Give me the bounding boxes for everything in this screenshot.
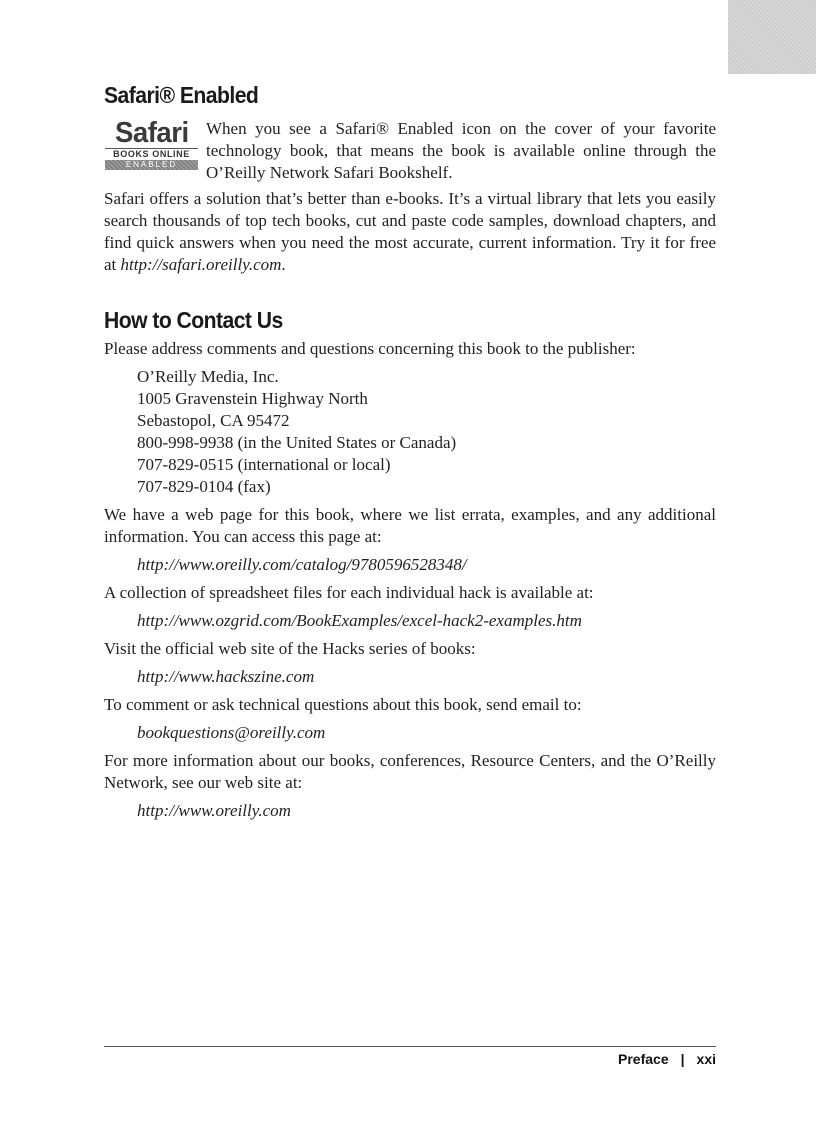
oreilly-link[interactable]: http://www.oreilly.com <box>137 801 291 820</box>
safari-body-end: . <box>281 255 286 274</box>
address-line: O’Reilly Media, Inc. <box>137 367 279 386</box>
safari-logo <box>104 118 199 178</box>
safari-logo-word: Safari <box>114 117 189 149</box>
web-page-link[interactable]: http://www.oreilly.com/catalog/9780596528348/ <box>137 555 467 574</box>
web-page-text: We have a web page for this book, where we list errata, examples, and any additional information. You can access this page at: <box>104 505 716 546</box>
address-line: 707-829-0104 (fax) <box>137 477 271 496</box>
email-link[interactable]: bookquestions@oreilly.com <box>137 723 326 742</box>
safari-logo-badge: ENABLED <box>105 160 198 170</box>
page-content <box>104 82 716 822</box>
contact-heading: How to Contact Us <box>104 307 283 333</box>
safari-body-text: Safari offers a solution that’s better than e-books. It’s a virtual library that lets you easily search thousands of top tech books, cut and paste code samples, download chapters, and find quick answers when you need the most accurate, current information. Try it for free at <box>104 189 716 274</box>
page-footer <box>618 1051 716 1067</box>
hacks-text: Visit the official web site of the Hacks series of books: <box>104 639 476 658</box>
safari-logo-subtitle: BOOKS ONLINE <box>105 148 198 160</box>
spreadsheet-text: A collection of spreadsheet files for each individual hack is available at: <box>104 583 594 602</box>
address-line: Sebastopol, CA 95472 <box>137 411 290 430</box>
page-edge-tab <box>728 0 816 74</box>
address-line: 800-998-9938 (in the United States or Canada) <box>137 433 457 452</box>
safari-intro-block <box>104 118 716 184</box>
footer-section-label: Preface <box>618 1051 669 1067</box>
address-line: 707-829-0515 (international or local) <box>137 455 391 474</box>
safari-heading: Safari® Enabled <box>104 82 259 108</box>
email-text: To comment or ask technical questions about this book, send email to: <box>104 695 582 714</box>
safari-body-paragraph <box>104 188 716 276</box>
footer-rule <box>104 1046 716 1047</box>
safari-intro-text: When you see a Safari® Enabled icon on the cover of your favorite technology book, that means the book is available online through the O’Reilly Network Safari Bookshelf. <box>206 119 716 182</box>
hacks-link[interactable]: http://www.hackszine.com <box>137 667 315 686</box>
spreadsheet-link[interactable]: http://www.ozgrid.com/BookExamples/excel-hack2-examples.htm <box>137 611 582 630</box>
address-block <box>104 366 716 498</box>
page-number: xxi <box>696 1051 716 1067</box>
footer-separator: | <box>680 1051 685 1067</box>
address-line: 1005 Gravenstein Highway North <box>137 389 368 408</box>
contact-section <box>104 307 716 822</box>
more-info-text: For more information about our books, conferences, Resource Centers, and the O’Reilly Network, see our web site at: <box>104 751 716 792</box>
safari-link[interactable]: http://safari.oreilly.com <box>120 255 282 274</box>
contact-intro: Please address comments and questions concerning this book to the publisher: <box>104 339 636 358</box>
